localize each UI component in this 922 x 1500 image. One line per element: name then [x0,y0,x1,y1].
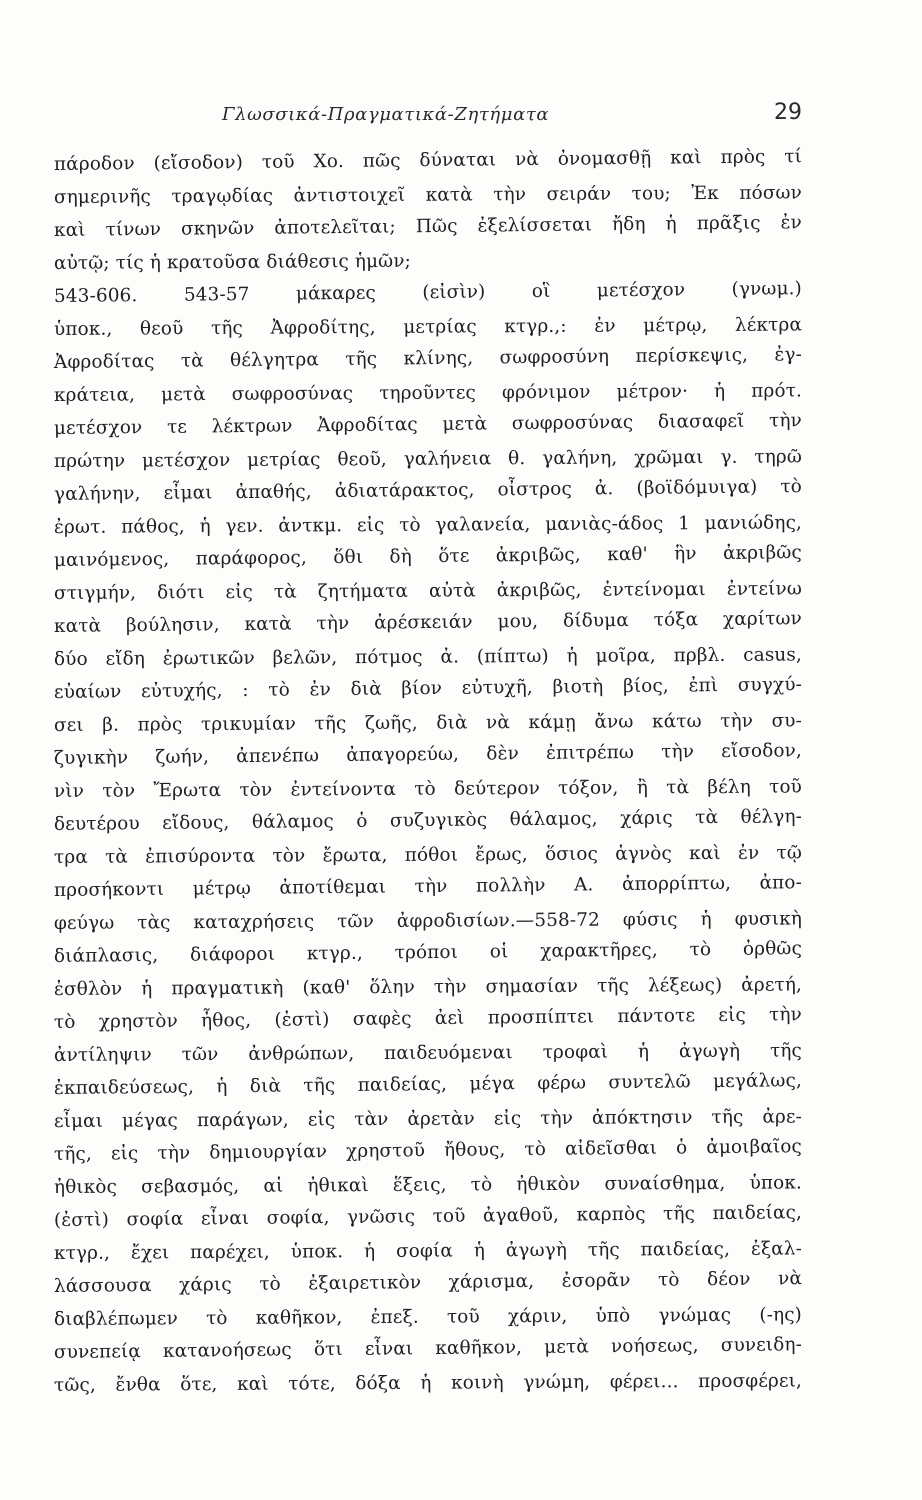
text-line: ἐσθλὸν ἡ πραγματικὴ (καθ' ὅλην τὴν σημασίαν τῆς λέξεως) ἀρετή, [53,974,803,1000]
text-line: Ἀφροδίτας τὰ θέλγητρα τῆς κλίνης, σωφροσύνη περίσκεψις, ἐγ- [53,344,803,373]
text-line: εὐαίων εὐτυχής, : τὸ ἐν διὰ βίον εὐτυχῆ, βιοτὴ βίος, ἐπὶ συγχύ- [53,674,803,703]
text-line: νὶν τὸν Ἔρωτα τὸν ἐντείνοντα τὸ δεύτερον τόξον, ἢ τὰ βέλη τοῦ [53,776,803,802]
text-line: πάροδον (εἴσοδον) τοῦ Χο. πῶς δύναται νὰ ὀνομασθῇ καὶ πρὸς τί [53,146,803,175]
text-line: τῶς, ἔνθα ὅτε, καὶ τότε, δόξα ἡ κοινὴ γνώμη, φέρει... προσφέρει, [53,1370,803,1396]
text-line: λάσσουσα χάρις τὸ ἐξαιρετικὸν χάρισμα, ἐσορᾶν τὸ δέον νὰ [53,1268,803,1297]
text-line: μαινόμενος, παράφορος, ὅθι δὴ ὅτε ἀκριβῶς, καθ' ἣν ἀκριβῶς [53,542,803,571]
text-line: (ἐστὶ) σοφία εἶναι σοφία, γνῶσις τοῦ ἀγαθοῦ, καρπὸς τῆς παιδείας, [53,1202,803,1231]
text-line: ἐρωτ. πάθος, ἡ γεν. ἀντκμ. εἰς τὸ γαλανεία, μανιὰς-άδος 1 μανιώδης, [53,512,803,538]
text-line: ἐκπαιδεύσεως, ἡ διὰ τῆς παιδείας, μέγα φέρω συντελῶ μεγάλως, [53,1070,803,1099]
text-line: αὐτῷ; τίς ἡ κρατοῦσα διάθεσις ἡμῶν; [53,250,412,274]
text-line: σει β. πρὸς τρικυμίαν τῆς ζωῆς, διὰ νὰ κάμῃ ἄνω κάτω τὴν συ- [53,710,803,736]
text-line: φεύγω τὰς καταχρήσεις τῶν ἀφροδισίων.—558-72 φύσις ἡ φυσικὴ [53,908,803,934]
text-line: δύο εἴδη ἐρωτικῶν βελῶν, πότμος ἀ. (πίπτω) ἡ μοῖρα, πρβλ. casus, [53,644,803,670]
text-line: διάπλασις, διάφοροι κτγρ., τρόποι οἱ χαρακτῆρες, τὸ ὀρθῶς [53,938,803,967]
text-line: τῆς, εἰς τὴν δημιουργίαν χρηστοῦ ἤθους, τὸ αἰδεῖσθαι ὁ ἀμοιβαῖος [53,1136,803,1165]
text-line: διαβλέπωμεν τὸ καθῆκον, ἐπεξ. τοῦ χάριν, ὑπὸ γνώμας (-ης) [53,1304,803,1330]
text-line: σημερινῆς τραγῳδίας ἀντιστοιχεῖ κατὰ τὴν σειράν του; Ἐκ πόσων [53,182,803,208]
page-header [54,100,802,144]
text-line: κράτεια, μετὰ σωφροσύνας τηροῦντες φρόνιμον μέτρον· ἡ πρότ. [53,380,803,406]
text-line: τὸ χρηστὸν ἦθος, (ἐστὶ) σαφὲς ἀεὶ προσπίπτει πάντοτε εἰς τὴν [53,1004,803,1033]
page-number: 29 [774,100,802,125]
text-line: εἶμαι μέγας παράγων, εἰς τὰν ἀρετὰν εἰς τὴν ἀπόκτησιν τῆς ἀρε- [53,1106,803,1132]
text-line: 543-606. 543-57 μάκαρες (εἰσὶν) οἳ μετέσχον (γνωμ.) [53,278,803,307]
text-line: κατὰ βούλησιν, κατὰ τὴν ἀρέσκειάν μου, δίδυμα τόξα χαρίτων [53,608,803,637]
text-line: τρα τὰ ἐπισύροντα τὸν ἔρωτα, πόθοι ἔρως, ὅσιος ἁγνὸς καὶ ἐν τῷ [53,842,803,868]
text-line: προσήκοντι μέτρῳ ἀποτίθεμαι τὴν πολλὴν Α. ἀπορρίπτω, ἀπο- [53,872,803,901]
body-text [54,148,802,1402]
text-line: γαλήνην, εἶμαι ἀπαθής, ἀδιατάρακτος, οἶστρος ἀ. (βοϊδόμυιγα) τὸ [53,476,803,505]
text-line: μετέσχον τε λέκτρων Ἀφροδίτας μετὰ σωφροσύνας διασαφεῖ τὴν [53,410,803,439]
text-line: δευτέρου εἴδους, θάλαμος ὁ συζυγικὸς θάλαμος, χάρις τὰ θέλγη- [53,806,803,835]
running-head: Γλωσσικά-Πραγματικά-Ζητήματα [222,104,550,125]
text-line: πρώτην μετέσχον μετρίας θεοῦ, γαλήνεια θ. γαλήνη, χρῶμαι γ. τηρῶ [53,446,803,472]
text-line: συνεπείᾳ κατανοήσεως ὅτι εἶναι καθῆκον, μετὰ νοήσεως, συνειδη- [53,1334,803,1363]
text-line: καὶ τίνων σκηνῶν ἀποτελεῖται; Πῶς ἐξελίσσεται ἤδη ἡ πρᾶξις ἐν [53,212,803,241]
text-line: ὑποκ., θεοῦ τῆς Ἀφροδίτης, μετρίας κτγρ.,: ἐν μέτρῳ, λέκτρα [53,314,803,340]
text-line: ἀντίληψιν τῶν ἀνθρώπων, παιδευόμεναι τροφαὶ ἡ ἀγωγὴ τῆς [53,1040,803,1066]
text-line: ζυγικὴν ζωήν, ἀπενέπω ἀπαγορεύω, δὲν ἐπιτρέπω τὴν εἴσοδον, [53,740,803,769]
text-line: στιγμήν, διότι εἰς τὰ ζητήματα αὐτὰ ἀκριβῶς, ἐντείνομαι ἐντείνω [53,578,803,604]
text-line: ἠθικὸς σεβασμός, αἱ ἠθικαὶ ἕξεις, τὸ ἠθικὸν συναίσθημα, ὑποκ. [53,1172,803,1198]
text-line: κτγρ., ἔχει παρέχει, ὑποκ. ἡ σοφία ἡ ἀγωγὴ τῆς παιδείας, ἐξαλ- [53,1238,803,1264]
